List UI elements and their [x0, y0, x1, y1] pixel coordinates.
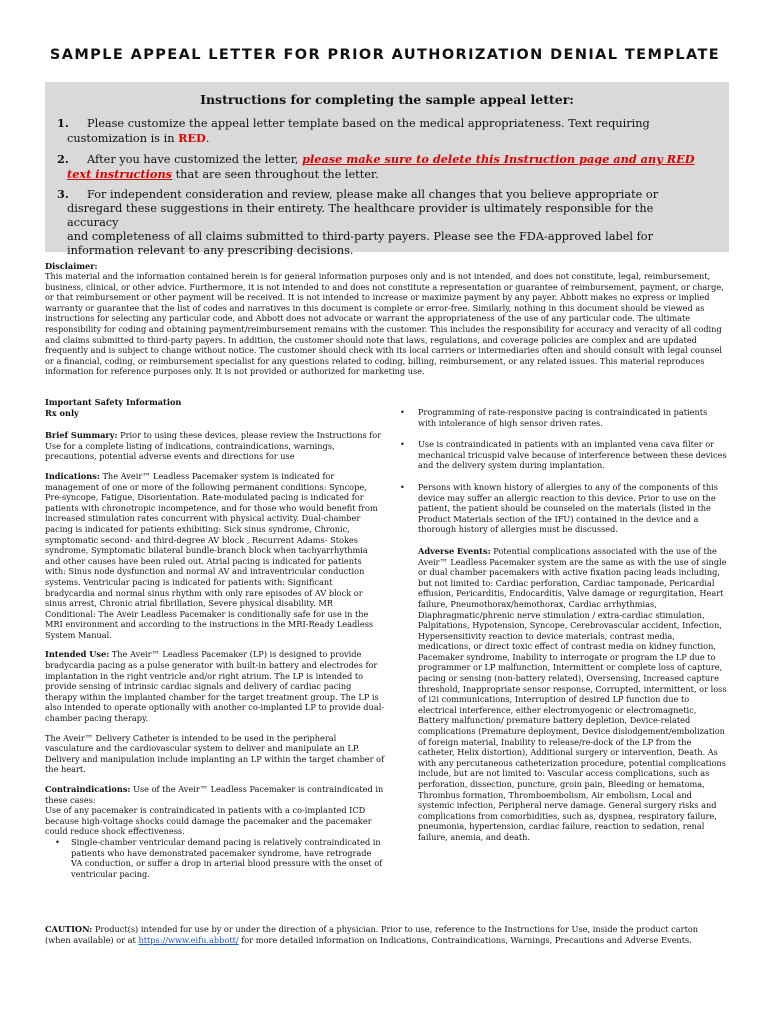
right-bullet: [400, 481, 728, 535]
caution-block: [45, 924, 725, 945]
red-instruction: please make sure to delete this Instruction page and any RED: [302, 152, 695, 166]
brief-label: Brief Summary:: [45, 430, 118, 441]
right-bullet-text: Programming of rate-responsive pacing is contraindicated in patients with intolerance of high sensor driven rates.: [418, 407, 708, 428]
red-keyword: RED: [178, 131, 206, 145]
instruction-item-3: [57, 187, 707, 258]
red-instruction: text instructions: [67, 167, 173, 181]
instruction-item-2: [57, 152, 707, 182]
instructions-heading: Instructions for completing the sample appeal letter:: [200, 92, 574, 107]
adverse-text: Potential complications associated with the use of the Aveir™ Leadless Pacemaker system are the same as with the use of single or dual chamber pacemakers with active fixation pacing leads including, but not limited to: Cardiac perforation, Cardiac tamponade, Pericardial effusion, Pericarditis, Endocarditis, Valve damage or regurgitation, Heart failure, Pneumothorax/hemothorax, Cardiac arrhythmias, Diaphragmatic/phrenic nerve stimulation / extra-cardiac stimulation, Palpitations, Hypotension, Syncope, Cerebrovascular accident, Infection, Hypersensitivity reaction to device materials, contrast media, medications, or direct toxic effect of contrast media on kidney function, Pacemaker syndrome, Inability to interrogate or program the LP due to programmer or LP malfunction, Intermittent or complete loss of capture, pacing or sensing (non-battery related), Oversensing, Increased capture threshold, Inappropriate sensor response, Corrupted, intermittent, or loss of i2i communications, Interruption of desired LP function due to electrical interference, either electromyogenic or electromagnetic, Battery malfunction/ premature battery depletion, Device-related complications (Premature deployment, Device dislodgement/embolization of foreign material, Inability to release/re-dock of the LP from the catheter, Helix distortion), Additional surgery or intervention, Death. As with any percutaneous catheterization procedure, potential complications include, but are not limited to: Vascular access complications, such as perforation, dissection, puncture, groin pain, Bleeding or hematoma, Thrombus formation, Thromboembolism, Air embolism, Local and systemic infection, Peripheral nerve damage. General surgery risks and complications from comorbidities, such as, dyspnea, respiratory failure, pneumonia, hypertension, cardiac failure, reaction to sedation, renal failure, anemia, and death.: [418, 545, 727, 842]
adverse-events: [418, 546, 728, 843]
item-number: 2.: [57, 152, 69, 166]
contra-bullet-text: Single-chamber ventricular demand pacing is relatively contraindicated in patients who have demonstrated pacemaker syndrome, have retrograde VA conduction, or suffer a drop in arterial blood pressure with the onset of ventricular pacing.: [71, 836, 383, 879]
bullet-icon: •: [400, 481, 405, 492]
indications: [45, 471, 385, 641]
bullet-icon: •: [400, 407, 405, 417]
item-text: customization is in: [67, 132, 179, 145]
item-text: that are seen throughout the letter.: [172, 168, 379, 181]
contra-bullet: [55, 837, 385, 879]
contra-text-2: Use of any pacemaker is contraindicated in patients with a co-implanted ICD because high-voltage shocks could damage the pacemaker and the pacemaker could reduce shock effectiveness.: [45, 805, 372, 837]
bullet-icon: •: [55, 836, 60, 847]
right-bullet-text: Persons with known history of allergies to any of the components of this device may suffer an allergic reaction to this device. Prior to use on the patient, the patient should be counseled on the materials (listed in the Product Materials section of the IFU) contained in the device and a thorough history of allergies must be discussed.: [418, 481, 719, 535]
caution-text: for more detailed information on Indications, Contraindications, Warnings, Precautions and Adverse Events.: [238, 934, 692, 945]
right-bullet: [400, 439, 728, 471]
item-number: 1.: [57, 116, 69, 130]
disclaimer-label: Disclaimer:: [45, 261, 98, 271]
catheter-text: The Aveir™ Delivery Catheter is intended to be used in the peripheral vasculature and the cardiovascular system to deliver and manipulate an LP. Delivery and manipulation include implanting an LP within the target chamber of the heart.: [45, 732, 385, 775]
intended-text: The Aveir™ Leadless Pacemaker (LP) is designed to provide bradycardia pacing as a pulse generator with built-in battery and electrodes for implantation in the right ventricle and/or right atrium. The LP is intended to provide sensing of intrinsic cardiac signals and delivery of cardiac pacing therapy within the implanted chamber for the target treatment group. The LP is also intended to operate optionally with another co-implanted LP to provide dual-chamber pacing therapy.: [45, 649, 385, 724]
instructions-box: [45, 82, 729, 257]
item-text: information relevant to any prescribing decisions.: [67, 244, 354, 257]
contra-text: Use of the Aveir™ Leadless Pacemaker is contraindicated in these cases:: [45, 784, 384, 805]
item-text: disregard these suggestions in their entirety. The healthcare provider is ultimately responsible for the accuracy: [67, 202, 654, 229]
right-bullet-text: Use is contraindicated in patients with an implanted vena cava filter or mechanical tricuspid valve because of interference between these devices and the delivery system during implantation.: [418, 439, 727, 471]
rx-only: Rx only: [45, 407, 79, 418]
item-text: .: [205, 132, 210, 145]
disclaimer-text: This material and the information contained herein is for general information purposes only and is not intended, and does not constitute, legal, reimbursement, business, clinical, or other advice. Furthermore, it is not intended to and does not constitute a representation or guarantee of reimbursement, payment, or charge, or that reimbursement or other payment will be received. It is not intended to increase or maximize payment by any payer. Abbott makes no express or implied warranty or guarantee that the list of codes and narratives in this document is complete or error-free. Similarly, nothing in this document should be viewed as instructions for selecting any particular code, and Abbott does not advocate or warrant the appropriateness of the use of any particular code. The ultimate responsibility for coding and obtaining payment/reimbursement remains with the customer. This includes the responsibility for accuracy and veracity of all coding and claims submitted to third-party payers. In addition, the customer should note that laws, regulations, and coverage policies are complex and are updated frequently and is subject to change without notice. The customer should check with its local carriers or intermediaries often and should consult with legal counsel or a financial, coding, or reimbursement specialist for any questions related to coding, billing, reimbursement, or any related issues. This material reproduces information for reference purposes only. It is not provided or authorized for marketing use.: [45, 271, 724, 377]
intended-use: [45, 649, 385, 723]
right-bullet: [400, 407, 728, 428]
contra-label: Contraindications:: [45, 784, 131, 794]
caution-text: Product(s) intended for use by or under the direction of a physician. Prior to use, reference to the Instructions for Use, inside the product carton (when available) or at: [45, 924, 699, 945]
safety-heading: Important Safety Information: [45, 397, 182, 407]
item-text: Please customize the appeal letter template based on the medical appropriateness. Text requiring: [87, 117, 650, 130]
contraindications: [45, 784, 385, 805]
safety-right-column: [400, 407, 728, 843]
caution-label: CAUTION:: [45, 924, 93, 934]
item-number: 3.: [57, 187, 69, 201]
indications-label: Indications:: [45, 470, 100, 481]
bullet-icon: •: [400, 439, 405, 450]
eifu-link[interactable]: https://www.eifu.abbott/: [138, 934, 239, 945]
page-title: SAMPLE APPEAL LETTER FOR PRIOR AUTHORIZATION DENIAL TEMPLATE: [49, 47, 721, 63]
item-text: For independent consideration and review, please make all changes that you believe appropriate or: [87, 188, 659, 201]
brief-text: Prior to using these devices, please review the Instructions for Use for a complete listing of indications, contraindications, warnings, precautions, potential adverse events and directions for use: [45, 430, 382, 462]
indications-text: The Aveir™ Leadless Pacemaker system is indicated for management of one or more of the following permanent conditions: Syncope, Pre-syncope, Fatigue, Disorientation. Rate-modulated pacing is indicated for patients with chronotropic incompetence, and for those who would benefit from increased stimulation rates concurrent with physical activity. Dual-chamber pacing is indicated for patients exhibiting: Sick sinus syndrome, Chronic, symptomatic second- and third-degree AV block , Recurrent Adams- Stokes syndrome, Symptomatic bilateral bundle-branch block when tachyarrhythmia and other causes have been ruled out. Atrial pacing is indicated for patients with: Sinus node dysfunction and normal AV and intraventricular conduction systems. Ventricular pacing is indicated for patients with: Significant bradycardia and normal sinus rhythm with only rare episodes of AV block or sinus arrest, Chronic atrial fibrillation, Severe physical disability. MR Conditional: The Aveir Leadless Pacemaker is conditionally safe for use in the MRI environment and according to the instructions in the MRI-Ready Leadless System Manual.: [45, 470, 378, 640]
item-text: After you have customized the letter,: [87, 153, 303, 166]
instruction-item-1: [57, 116, 707, 146]
adverse-label: Adverse Events:: [418, 545, 491, 556]
intended-label: Intended Use:: [45, 649, 110, 660]
brief-summary: [45, 430, 385, 462]
safety-left-column: [45, 397, 385, 879]
item-text: and completeness of all claims submitted to third-party payers. Please see the FDA-approved label for: [67, 230, 653, 243]
